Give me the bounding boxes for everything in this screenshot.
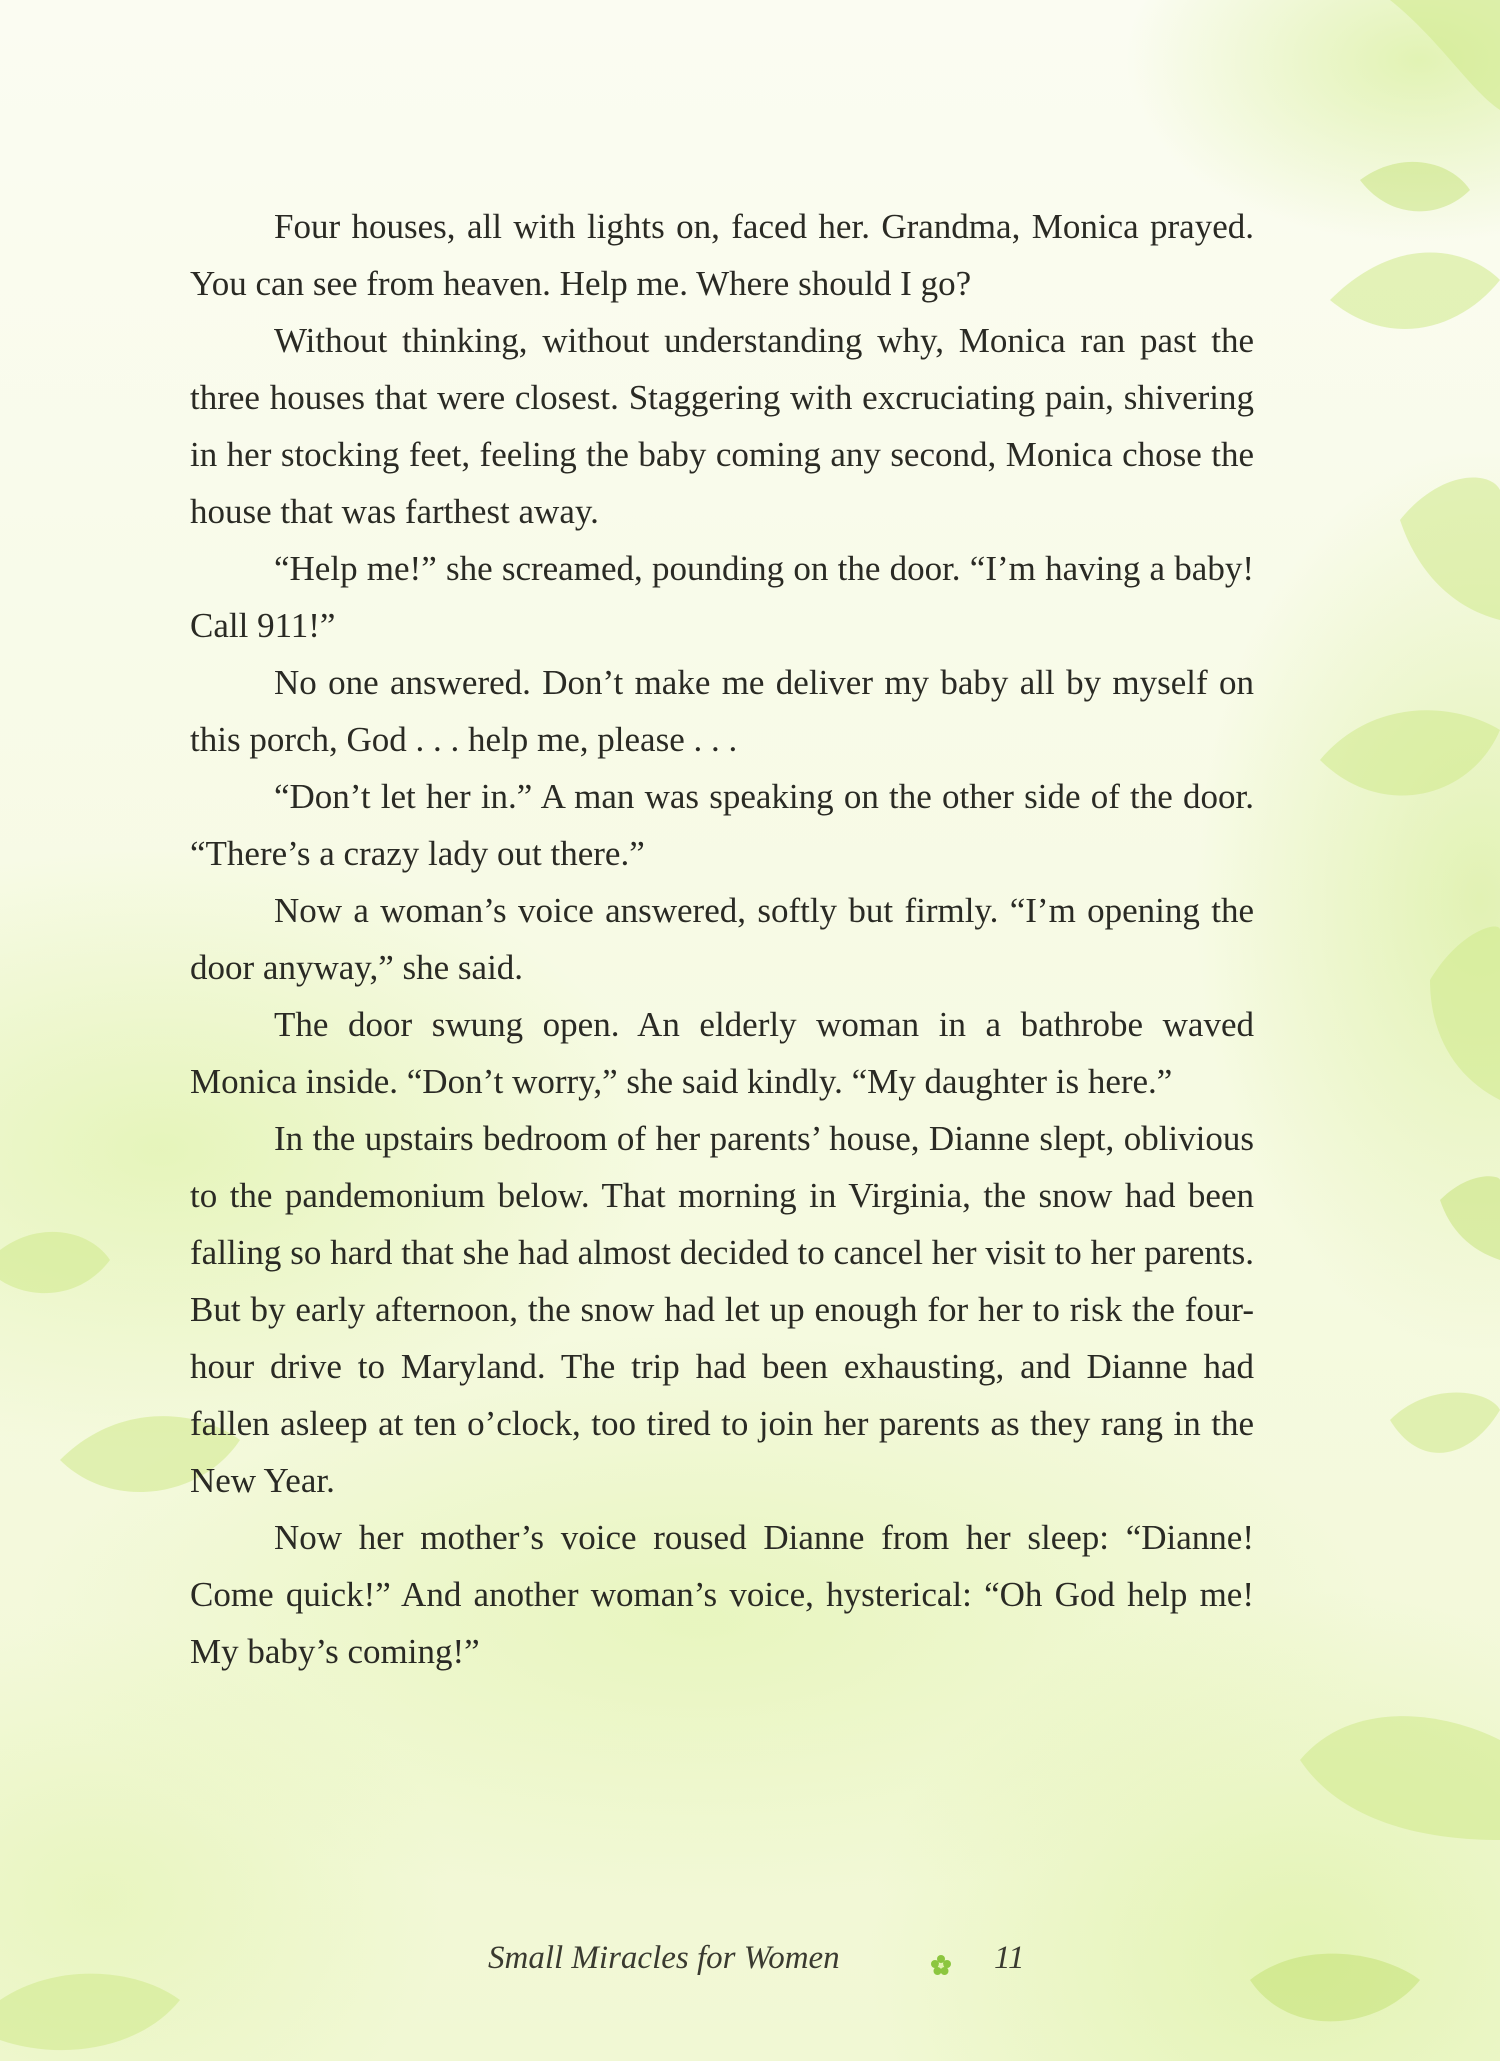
paragraph-2: Without thinking, without understanding why, Monica ran past the three houses that were closest. Staggering with excruciating pain, shivering in her stocking feet, feeling the baby coming any second, Monica chose the house that was farthest away. <box>190 321 1254 531</box>
paragraph-6: Now a woman’s voice answered, softly but firmly. “I’m opening the door anyway,” she said. <box>190 891 1254 987</box>
page-footer <box>0 1940 1500 1990</box>
page-number: 11 <box>994 1940 1025 1976</box>
paragraph-8: In the upstairs bedroom of her parents’ house, Dianne slept, oblivious to the pandemonium below. That morning in Virginia, the snow had been falling so hard that she had almost decided to cancel her visit to her parents. But by early afternoon, the snow had let up enough for her to risk the four-hour drive to Maryland. The trip had been exhausting, and Dianne had fallen asleep at ten o’clock, too tired to join her parents as they rang in the New Year. <box>190 1119 1254 1500</box>
body-text <box>190 198 1254 1680</box>
paragraph-3: “Help me!” she screamed, pounding on the door. “I’m having a baby! Call 911!” <box>190 549 1254 645</box>
flower-icon <box>930 1954 952 1976</box>
paragraph-9: Now her mother’s voice roused Dianne from her sleep: “Dianne! Come quick!” And another woman’s voice, hysterical: “Oh God help me! My baby’s coming!” <box>190 1518 1254 1671</box>
paragraph-5: “Don’t let her in.” A man was speaking on the other side of the door. “There’s a crazy lady out there.” <box>190 777 1254 873</box>
book-title: Small Miracles for Women <box>488 1940 840 1976</box>
paragraph-7: The door swung open. An elderly woman in a bathrobe waved Monica inside. “Don’t worry,” she said kindly. “My daughter is here.” <box>190 1005 1254 1101</box>
paragraph-1: Four houses, all with lights on, faced her. Grandma, Monica prayed. You can see from heaven. Help me. Where should I go? <box>190 207 1254 303</box>
paragraph-4: No one answered. Don’t make me deliver my baby all by myself on this porch, God . . . help me, please . . . <box>190 663 1254 759</box>
